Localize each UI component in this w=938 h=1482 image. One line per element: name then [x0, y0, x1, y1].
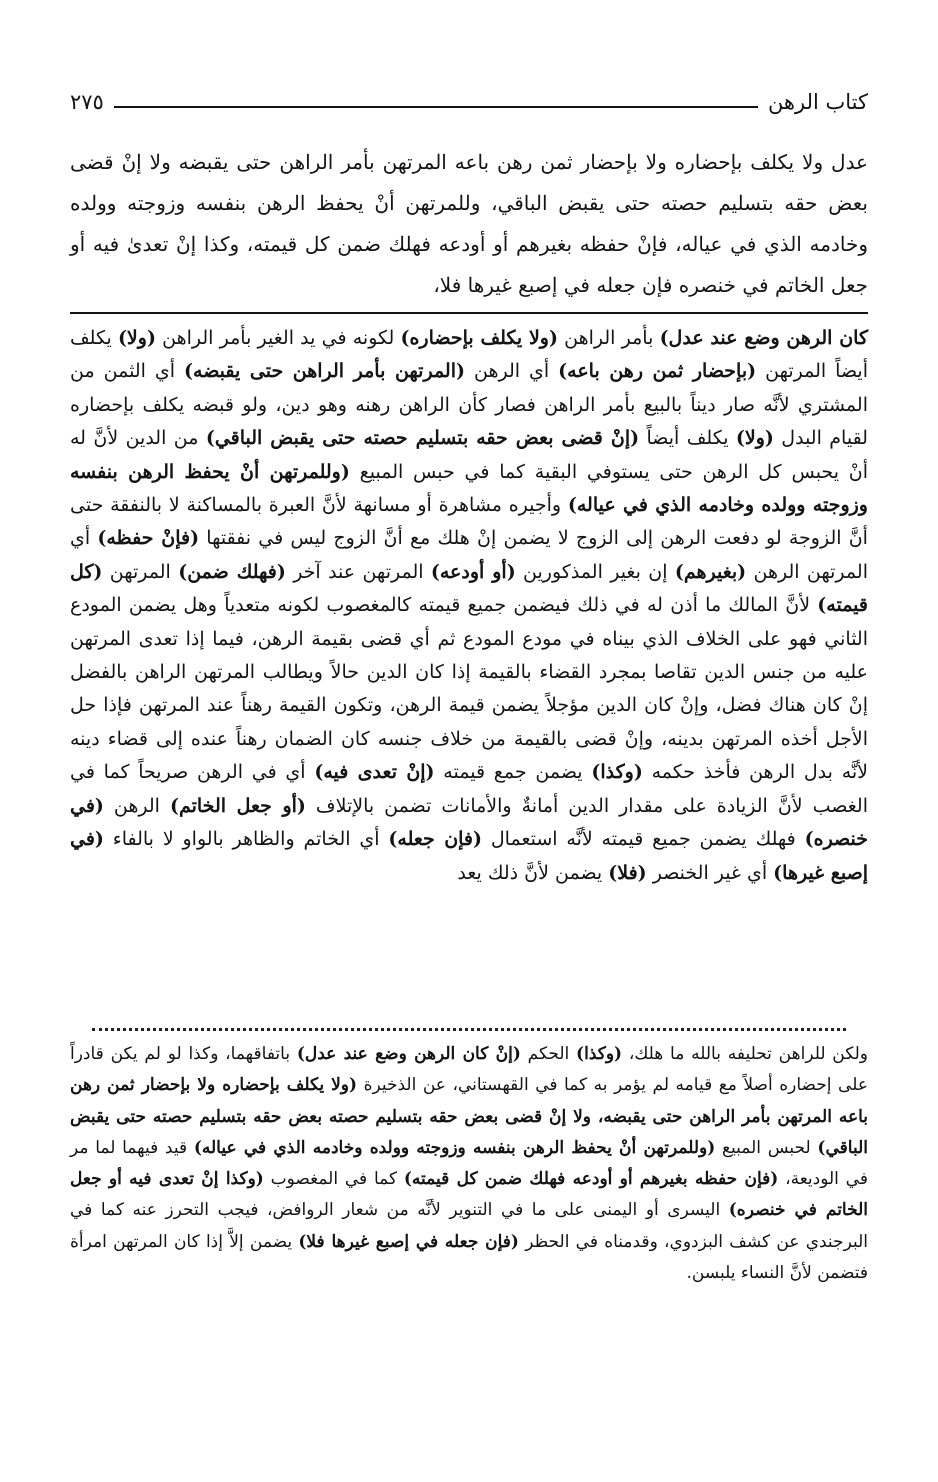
- sharh-bold: (في خنصره): [70, 794, 869, 851]
- hashiya-plain: الحكم: [520, 1044, 577, 1064]
- sharh-bold: (أو أودعه): [430, 560, 516, 583]
- sharh-text: [70, 322, 868, 890]
- sharh-plain: الرهن: [103, 794, 170, 817]
- sharh-bold: (بإحضار ثمن رهن باعه): [558, 360, 757, 383]
- sharh-plain: أي الثمن من المشتري لأنَّه صار ديناً بالبيع بأمر الراهن فصار كأن الراهن رهنه وهو دين، ولو قبضه يكلف بإحضاره لقيام البدل: [70, 360, 868, 450]
- sharh-plain: أي في الرهن صريحاً كما في الغصب لأنَّ الزيادة على مقدار الدين أمانةٌ والأمانات تضمن بالإتلاف: [70, 761, 868, 817]
- footnote-separator: [92, 1028, 846, 1031]
- sharh-bold: (المرتهن بأمر الراهن حتى يقبضه): [184, 360, 465, 383]
- sharh-bold: كان الرهن وضع عند عدل): [659, 327, 868, 349]
- hashiya-bold: (وللمرتهن أنْ يحفظ الرهن بنفسه وزوجته وولده وخادمه الذي في عياله): [193, 1137, 716, 1158]
- sharh-plain: أي الخاتم والظاهر بالواو لا بالفاء: [103, 828, 389, 851]
- sharh-plain: بأمر الراهن: [557, 327, 660, 349]
- sharh-plain: إن بغير المذكورين: [515, 560, 675, 583]
- header-rule: [114, 106, 758, 108]
- sharh-bold: (وكذا): [591, 761, 643, 784]
- sharh-bold: (بغيرهم): [674, 560, 747, 583]
- hashiya-bold: (وكذا): [576, 1044, 623, 1064]
- matn-text: عدل ولا يكلف بإحضاره ولا بإحضار ثمن رهن باعه المرتهن بأمر الراهن حتى يقبضه ولا إنْ قضى بعض حقه بتسليم حصته حتى يقبض الباقي، وللمرتهن أنْ يحفظ الرهن بنفسه وزوجته وولده وخادمه الذي في عياله، فإنْ حفظه بغيرهم أو أودعه فهلك ضمن كل قيمته، وكذا إنْ تعدىٰ فيه أو جعل الخاتم في خنصره فإن جعله في إصبع غيرها فلا،: [70, 150, 868, 297]
- sharh-plain: أي الرهن: [465, 360, 559, 383]
- hashiya-bold: (فإن جعله في إصبع غيرها فلا): [298, 1231, 519, 1252]
- sharh-bold: (ولا يكلف بإحضاره): [400, 327, 558, 349]
- sharh-plain: لأنَّ المالك ما أذن له في ذلك فيضمن جميع قيمته كالمغصوب لكونه متعدياً وهل يضمن المودع الثاني فهو على الخلاف الذي بيناه في مودع المودع ثم أي قضى بقيمة الرهن، فيما إذا تعدى المرتهن عليه من جنس الدين تقاصا بمجرد القضاء بالقيمة إذا كان الدين حالاً ويطالب المرتهن الراهن بالفضل إنْ كان هناك فضل، وإنْ كان الدين مؤجلاً يضمن قيمة الرهن، وتكون القيمة رهناً عند المرتهن فإذا حل الأجل أخذه المرتهن بدينه، وإنْ قضى بالقيمة من خلاف جنسه كان الضمان رهناً عنده إلى قضاء دينه لأنَّه بدل الرهن فأخذ حكمه: [70, 594, 869, 784]
- sharh-bold: (إنْ تعدى فيه): [314, 761, 435, 784]
- matn-divider: [70, 312, 868, 314]
- sharh-plain: أي غير الخنصر: [646, 861, 774, 884]
- hashiya-bold: (إنْ كان الرهن وضع عند عدل): [296, 1044, 521, 1064]
- sharh-plain: وأجيره مشاهرة أو مسانهة لأنَّ العبرة بالمساكنة لا بالنفقة حتى أنَّ الزوجة لو دفعت الرهن إلى الزوج لا يضمن إنْ هلك مع أنَّ الزوج ليس في نفقتها: [70, 494, 868, 550]
- sharh-plain: المرتهن: [102, 560, 179, 583]
- hashiya-plain: قيد فيهما لما مر في الوديعة،: [70, 1137, 868, 1190]
- sharh-bold: (ولا): [117, 327, 156, 349]
- hashiya-plain: يضمن إلاَّ إذا كان المرتهن امرأة فتضمن لأنَّ النساء يلبسن.: [70, 1231, 868, 1284]
- book-title: كتاب الرهن: [767, 90, 868, 114]
- hashiya-bold: (ولا يكلف بإحضاره ولا بإحضار ثمن رهن باعه المرتهن بأمر الراهن حتى يقبضه، ولا إنْ قضى بعض حقه بتسليم حصته بعض حقه بتسليم حصته حتى يقبض الباقي): [70, 1075, 868, 1158]
- sharh-plain: من الدين لأنَّ له أنْ يحبس كل الرهن حتى يستوفي البقية كما في حبس المبيع: [70, 427, 868, 483]
- sharh-plain: يضمن لأنَّ ذلك يعد: [457, 861, 609, 884]
- sharh-bold: (وللمرتهن أنْ يحفظ الرهن بنفسه وزوجته وولده وخادمه الذي في عياله): [70, 460, 868, 517]
- sharh-bold: (كل قيمته): [70, 560, 868, 617]
- hashiya-plain: باتفاقهما، وكذا لو لم يكن قادراً على إحضاره أصلاً مع قيامه لم يؤمر به كما في القهستاني، عن الذخيرة: [70, 1044, 868, 1096]
- sharh-bold: (فلا): [608, 861, 647, 884]
- hashiya-plain: اليسرى أو اليمنى على ما في التنوير لأنَّه من شعار الروافض، فيجب التحرز عنه كما في البرجندي عن كشف البزدوي، وقدمناه في الحظر: [70, 1200, 868, 1252]
- sharh-plain: يضمن جمع قيمته: [434, 761, 592, 784]
- sharh-plain: فهلك يضمن جميع قيمته لأنَّه استعمال: [482, 828, 805, 851]
- sharh-bold: (أو جعل الخاتم): [169, 794, 306, 817]
- sharh-bold: (فإن جعله): [388, 828, 483, 851]
- hashiya-plain: لحبس المبيع: [715, 1137, 818, 1158]
- sharh-plain: لكونه في يد الغير بأمر الراهن: [155, 327, 401, 349]
- sharh-bold: (في إصبع غيرها): [70, 828, 868, 884]
- hashiya-plain: كما في المغصوب: [263, 1169, 404, 1190]
- sharh-plain: يكلف أيضاً: [639, 427, 736, 450]
- sharh-bold: (إنْ قضى بعض حقه بتسليم حصته حتى يقبض الباقي): [205, 427, 640, 450]
- page-header: [70, 83, 868, 121]
- hashiya-bold: (فإن حفظه بغيرهم أو أودعه فهلك ضمن كل قيمته): [403, 1169, 779, 1190]
- sharh-plain: أي المرتهن الرهن: [70, 527, 868, 583]
- hashiya-plain: ولكن للراهن تحليفه بالله ما هلك،: [622, 1044, 869, 1064]
- sharh-bold: (فهلك ضمن): [178, 560, 286, 583]
- sharh-plain: المرتهن عند آخر: [285, 560, 431, 583]
- sharh-bold: (ولا): [735, 427, 774, 450]
- sharh-plain: يكلف أيضاً المرتهن: [70, 327, 868, 383]
- sharh-bold: (فإنْ حفظه): [97, 527, 200, 550]
- hashiya-text: [70, 1039, 868, 1289]
- hashiya-bold: (وكذا إنْ تعدى فيه أو جعل الخاتم في خنصره): [70, 1169, 868, 1221]
- page-number: ٢٧٥: [70, 90, 104, 114]
